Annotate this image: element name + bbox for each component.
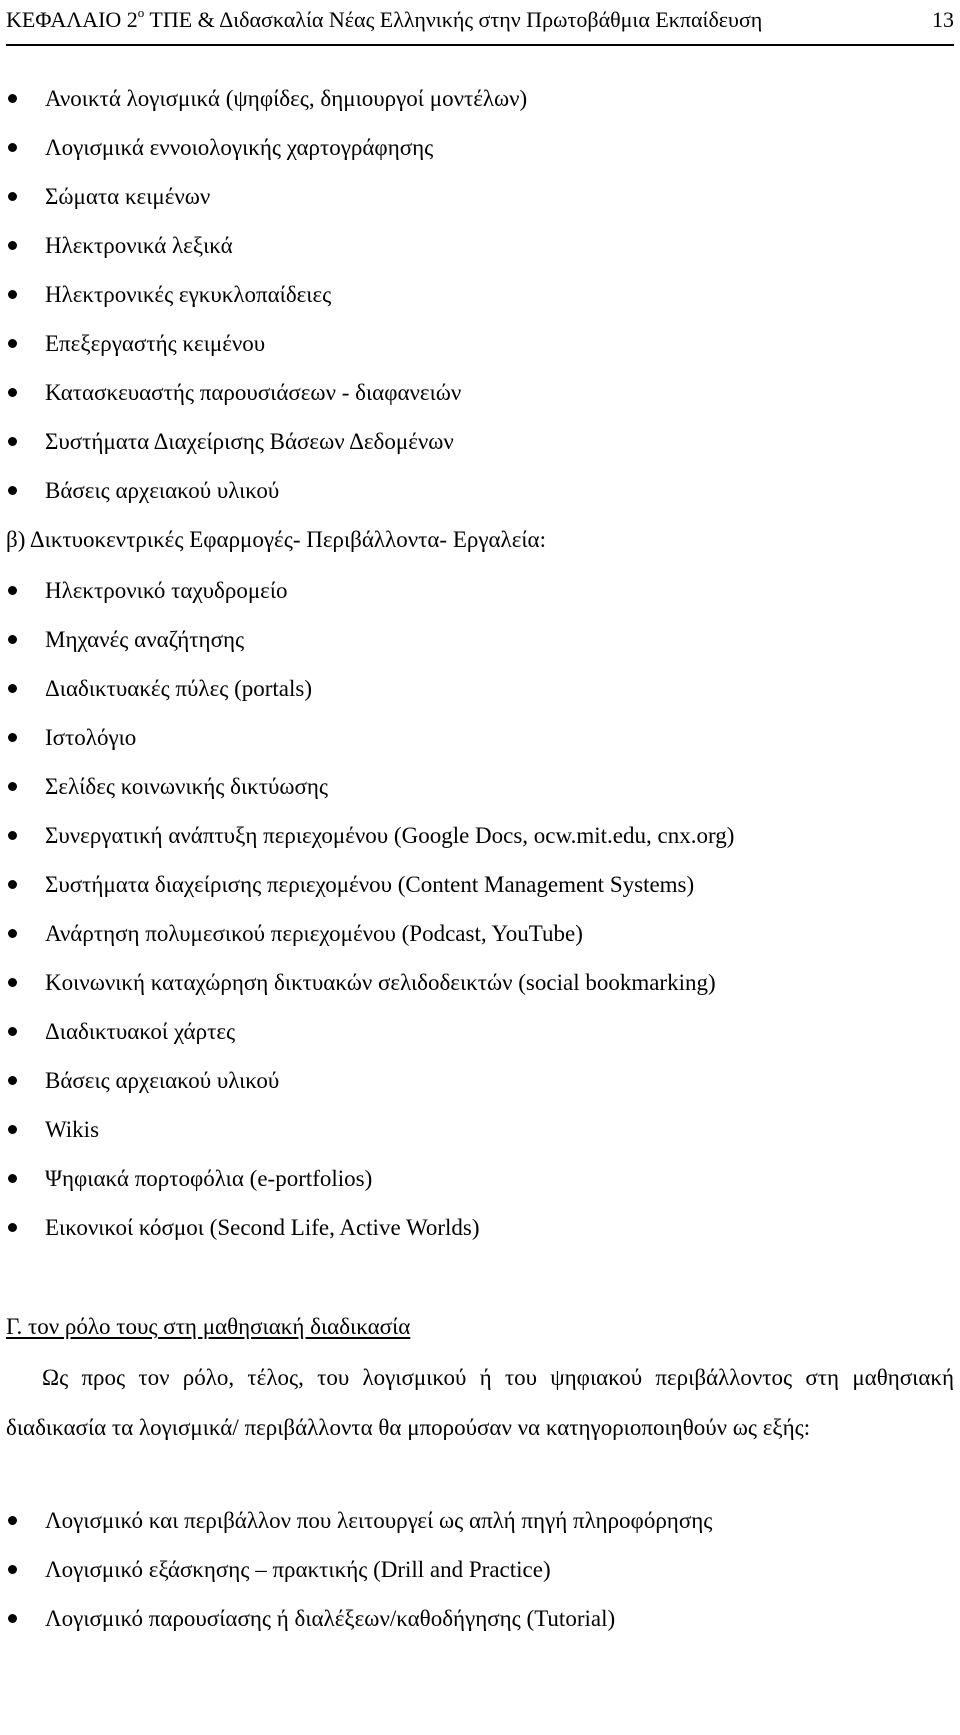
bullet-icon bbox=[8, 978, 17, 987]
list-item: Συστήματα Διαχείρισης Βάσεων Δεδομένων bbox=[0, 425, 960, 459]
bullet-icon bbox=[8, 1027, 17, 1036]
bullet-icon bbox=[8, 635, 17, 644]
bullet-icon bbox=[8, 437, 17, 446]
list-item: Κατασκευαστής παρουσιάσεων - διαφανειών bbox=[0, 376, 960, 410]
list-item: Διαδικτυακοί χάρτες bbox=[0, 1015, 960, 1049]
bullet-icon bbox=[8, 1565, 17, 1574]
bullet-icon bbox=[8, 782, 17, 791]
bullet-icon bbox=[8, 831, 17, 840]
list-item: Λογισμικό παρουσίασης ή διαλέξεων/καθοδήγησης (Tutorial) bbox=[0, 1602, 960, 1636]
list-item: Σώματα κειμένων bbox=[0, 180, 960, 214]
list-item: Ηλεκτρονικά λεξικά bbox=[0, 229, 960, 263]
list-item: Ηλεκτρονικό ταχυδρομείο bbox=[0, 574, 960, 608]
bullet-icon bbox=[8, 1516, 17, 1525]
bullet-icon bbox=[8, 1174, 17, 1183]
bullet-icon bbox=[8, 684, 17, 693]
section-c-paragraph: Ως προς τον ρόλο, τέλος, του λογισμικού ή του ψηφιακού περιβάλλοντος στη μαθησιακή διαδικασία τα λογισμικά/ περιβάλλοντα θα μπορούσαν να κατηγοριοποιηθούν ως εξής: bbox=[6, 1365, 954, 1440]
list-item: Λογισμικό εξάσκησης – πρακτικής (Drill and Practice) bbox=[0, 1553, 960, 1587]
list-item: Ανάρτηση πολυμεσικού περιεχομένου (Podcast, YouTube) bbox=[0, 917, 960, 951]
list-item: Συνεργατική ανάπτυξη περιεχομένου (Google Docs, ocw.mit.edu, cnx.org) bbox=[0, 819, 960, 853]
bullet-icon bbox=[8, 880, 17, 889]
bullet-icon bbox=[8, 94, 17, 103]
bullet-icon bbox=[8, 143, 17, 152]
list-item: Βάσεις αρχειακού υλικού bbox=[0, 474, 960, 508]
list-item: Λογισμικά εννοιολογικής χαρτογράφησης bbox=[0, 131, 960, 165]
chapter-title: ΚΕΦΑΛΑΙΟ $2^o$ ΤΠΕ & Διδασκαλία Νέας Ελληνικής στην Πρωτοβάθμια Εκπαίδευση bbox=[6, 4, 763, 32]
bullet-icon bbox=[8, 1076, 17, 1085]
bullet-icon bbox=[8, 241, 17, 250]
bullet-icon bbox=[8, 486, 17, 495]
list-item: Ηλεκτρονικές εγκυκλοπαίδειες bbox=[0, 278, 960, 312]
bullet-icon bbox=[8, 1125, 17, 1134]
bullet-icon bbox=[8, 733, 17, 742]
bullet-icon bbox=[8, 1223, 17, 1232]
bullet-icon bbox=[8, 290, 17, 299]
list-item: Ανοικτά λογισμικά (ψηφίδες, δημιουργοί μοντέλων) bbox=[0, 82, 960, 116]
page-number: 13 bbox=[932, 7, 954, 32]
list-item: Λογισμικό και περιβάλλον που λειτουργεί ως απλή πηγή πληροφόρησης bbox=[0, 1504, 960, 1538]
bullet-icon bbox=[8, 339, 17, 348]
list-item: Κοινωνική καταχώρηση δικτυακών σελιδοδεικτών (social bookmarking) bbox=[0, 966, 960, 1000]
page-header bbox=[6, 0, 954, 46]
bullet-icon bbox=[8, 388, 17, 397]
bullet-icon bbox=[8, 1614, 17, 1623]
section-b-title: β) Δικτυοκεντρικές Εφαρμογές- Περιβάλλοντα- Εργαλεία: bbox=[6, 527, 546, 552]
list-item: Βάσεις αρχειακού υλικού bbox=[0, 1064, 960, 1098]
list-item: Wikis bbox=[0, 1113, 960, 1147]
list-item: Σελίδες κοινωνικής δικτύωσης bbox=[0, 770, 960, 804]
list-item: Συστήματα διαχείρισης περιεχομένου (Content Management Systems) bbox=[0, 868, 960, 902]
bullet-icon bbox=[8, 929, 17, 938]
list-item: Ιστολόγιο bbox=[0, 721, 960, 755]
list-item: Μηχανές αναζήτησης bbox=[0, 623, 960, 657]
list-item: Διαδικτυακές πύλες (portals) bbox=[0, 672, 960, 706]
list-item: Επεξεργαστής κειμένου bbox=[0, 327, 960, 361]
list-item: Ψηφιακά πορτοφόλια (e-portfolios) bbox=[0, 1162, 960, 1196]
list-item: Εικονικοί κόσμοι (Second Life, Active Worlds) bbox=[0, 1211, 960, 1245]
bullet-icon bbox=[8, 192, 17, 201]
bullet-icon bbox=[8, 586, 17, 595]
section-c-title: Γ. τον ρόλο τους στη μαθησιακή διαδικασία bbox=[6, 1314, 411, 1339]
